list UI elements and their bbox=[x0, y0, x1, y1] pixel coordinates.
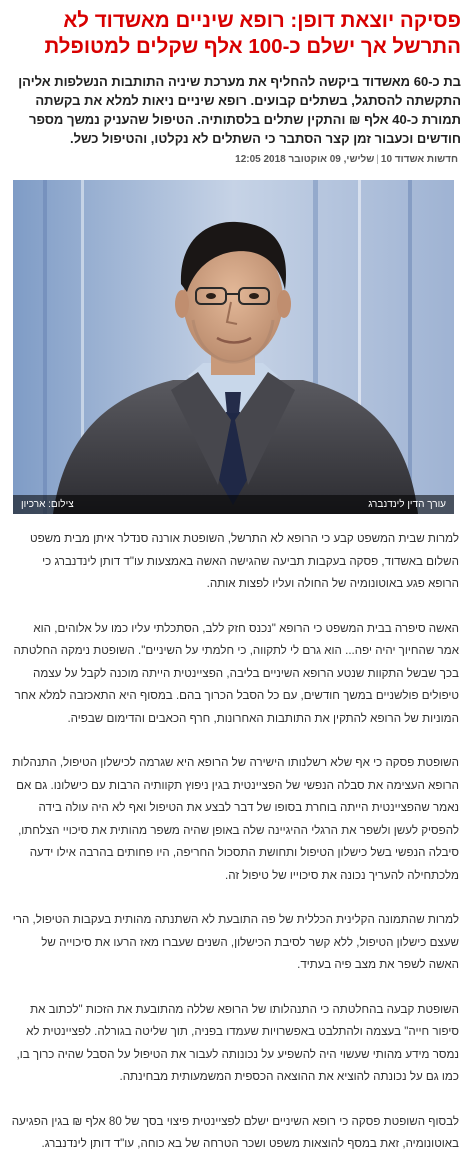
byline-time: 12:05 bbox=[235, 154, 261, 165]
photo-caption-bar bbox=[13, 495, 454, 514]
article-photo[interactable] bbox=[13, 180, 454, 514]
article-paragraph: למרות שהתמונה הקלינית הכללית של פה התובעת לא השתנתה מהותית בעקבות הטיפול, הרי שעצם כישלון הטיפול, ללא קשר לסיבת הכישלון, השנים שעברו מאז הרעו את סיכוייה של האשה לשפר את מצב פיה בעתיד. bbox=[12, 913, 459, 971]
photo-caption: עורך הדין לינדנברג bbox=[368, 499, 446, 510]
article-headline: פסיקה יוצאת דופן: רופא שיניים מאשדוד לא התרשל אך ישלם כ-100 אלף שקלים למטופלת bbox=[44, 9, 461, 58]
article-paragraph: לבסוף השופטת פסקה כי רופא השיניים ישלם לפציינטית פיצוי בסך של 80 אלף ₪ בגין הפגיעה באוטונומיה, זאת במסף להוצאות משפט ושכר הטרחה של בא כוחה, עו"ד דותן לינדנברג. bbox=[11, 1114, 459, 1150]
article-paragraph: למרות שבית המשפט קבע כי הרופא לא התרשל, השופטת אורנה סנדלר איתן מבית משפט השלום באשדוד, פסקה בעקבות תביעה שהגישה האשה באמצעות עו"ד דותן לינדנברג כי הרופא פגע באוטונומיה של החולה ועליו לפצות אותה. bbox=[30, 532, 459, 590]
article-paragraph: השופטת פסקה כי אף שלא רשלנותו הישירה של הרופא היא שגרמה לכישלון הטיפול, התנהלות הרופא העצימה את סבלה הנפשי של הפציינטית בגין ניפוץ תקוותיה הרבות עם כישלונו. גם אם נאמר שהפציינטית הייתה בוחרת בסופו של דבר לבצע את הטיפול ואף לא היה עולה בידה להפסיק לעשן ולשפר את הרגלי ההיגיינה שלה באופן שהיה משפר מהותית את סיכויי הצלחתו, סיבלה הנפשי בשל כישלון הטיפול ותחושת התסכול החריפה, היו פחותים בהרבה אילו ידעה מלכתחילה להעריך נכונה את סיכוייו של טיפול זה. bbox=[12, 756, 459, 882]
photo-credit: צילום: ארכיון bbox=[21, 499, 74, 510]
byline-separator: | bbox=[376, 154, 379, 165]
article-body bbox=[10, 528, 459, 1156]
byline-date: שלישי, 09 אוקטובר 2018 bbox=[263, 154, 375, 165]
article-paragraph: האשה סיפרה בבית המשפט כי הרופא "נכנס חזק ללב, הסתכלתי עליו כמו על אלוהים, הוא אמר שהחיוך יהיה יפה... הוא גרם לי לתקווה, כי חלמתי על השיניים". השופטת נימקה החלטתה בכך שבשל התקוות שנטע הרופא השיניים בליבה, הפציינטית הייתה מוכנה לקבל על עצמה טיפולים פולשניים במשך חודשים, עם כל הסבל הכרוך בהם. במסוף היא התאכזבה למלא אחר המוניות של הרופא להתקין את התותבות האחרונות, חרף הכאבים והדימום שבפיה. bbox=[13, 621, 459, 725]
article-paragraph: השופטת קבעה בהחלטתה כי התנהלותו של הרופא שללה מהתובעת את הזכות "לכתוב את סיפור חייה" בעצמה ולהתלבט באפשרויות שעמדו בפניה, תוך שליטה בגורלה. לפציינטית לא נמסר מידע מהותי שעשוי היה להשפיע על נכונותה לעבור את הטיפול על הסבל שהיה כרוך בו, כמו גם על נכונתה להוציא את ההוצאה הכספית המשמעותית מבחינתה. bbox=[16, 1002, 459, 1083]
article-byline bbox=[10, 153, 458, 167]
portrait-image bbox=[13, 180, 454, 514]
article-lead: בת כ-60 מאשדוד ביקשה להחליף את מערכת שיניה התותבות הנשלפות אליהן התקשתה להסתגל, בשתלים קבועים. רופא שיניים ניאות למלא את בקשתה תמורת כ-40 אלף ₪ והתקין שתלים בלסתותיה. הטיפול שהעניק נמשך מספר חודשים וכעבור זמן קצר הסתבר כי השתלים לא נקלטו, והטיפול כשל. bbox=[18, 74, 461, 146]
byline-source[interactable]: חדשות אשדוד 10 bbox=[380, 154, 458, 165]
